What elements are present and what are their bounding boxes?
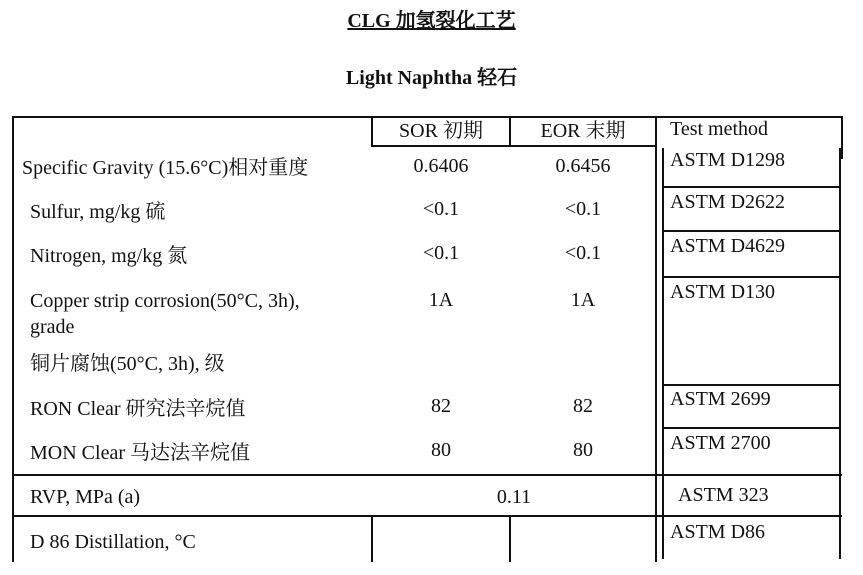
property-copper-strip-line3: 铜片腐蚀(50°C, 3h), 级 bbox=[30, 353, 225, 375]
eor-value: 0.6456 bbox=[555, 155, 611, 177]
grid-line bbox=[12, 474, 842, 476]
grid-line bbox=[12, 515, 842, 517]
eor-value: <0.1 bbox=[564, 242, 602, 264]
grid-line bbox=[655, 116, 657, 562]
property-mon-clear: MON Clear 马达法辛烷值 bbox=[30, 442, 250, 464]
eor-value: <0.1 bbox=[564, 198, 602, 220]
test-method: ASTM D86 bbox=[670, 521, 766, 543]
property-rvp: RVP, MPa (a) bbox=[30, 486, 141, 508]
test-method: ASTM 2700 bbox=[670, 432, 771, 454]
sor-value: <0.1 bbox=[422, 242, 460, 264]
eor-value: 1A bbox=[570, 289, 596, 311]
property-ron-clear: RON Clear 研究法辛烷值 bbox=[30, 398, 246, 420]
grid-line bbox=[841, 116, 843, 159]
property-sulfur: Sulfur, mg/kg 硫 bbox=[30, 201, 166, 223]
grid-line bbox=[371, 145, 657, 147]
sor-value: <0.1 bbox=[422, 198, 460, 220]
property-copper-strip-line2: grade bbox=[30, 316, 75, 338]
eor-value: 80 bbox=[573, 439, 593, 461]
eor-value: 82 bbox=[573, 395, 593, 417]
sor-value: 0.6406 bbox=[413, 155, 469, 177]
test-method: ASTM 323 bbox=[678, 484, 769, 506]
test-method: ASTM D1298 bbox=[670, 149, 786, 171]
property-copper-strip-line1: Copper strip corrosion(50°C, 3h), bbox=[30, 290, 300, 312]
grid-line bbox=[12, 116, 14, 562]
sor-value: 80 bbox=[431, 439, 451, 461]
sor-value: 82 bbox=[431, 395, 451, 417]
property-d86-distillation: D 86 Distillation, °C bbox=[30, 531, 196, 553]
document-title: CLG 加氢裂化工艺 bbox=[347, 10, 516, 32]
grid-line bbox=[371, 515, 373, 562]
header-eor: EOR 末期 bbox=[540, 120, 626, 142]
grid-line bbox=[839, 148, 841, 559]
property-specific-gravity: Specific Gravity (15.6°C)相对重度 bbox=[22, 157, 309, 179]
grid-line bbox=[662, 427, 840, 429]
grid-line bbox=[662, 186, 840, 188]
property-nitrogen: Nitrogen, mg/kg 氮 bbox=[30, 245, 188, 267]
header-sor: SOR 初期 bbox=[399, 120, 483, 142]
test-method: ASTM D4629 bbox=[670, 235, 786, 257]
header-test-method: Test method bbox=[670, 118, 769, 140]
document-subtitle: Light Naphtha 轻石 bbox=[345, 67, 518, 89]
grid-line bbox=[662, 276, 840, 278]
sor-value: 1A bbox=[428, 289, 454, 311]
test-method: ASTM D2622 bbox=[670, 191, 786, 213]
grid-line bbox=[662, 148, 664, 559]
grid-line bbox=[662, 230, 840, 232]
rvp-value: 0.11 bbox=[496, 486, 532, 508]
grid-line bbox=[509, 515, 511, 562]
test-method: ASTM 2699 bbox=[670, 388, 771, 410]
test-method: ASTM D130 bbox=[670, 281, 776, 303]
